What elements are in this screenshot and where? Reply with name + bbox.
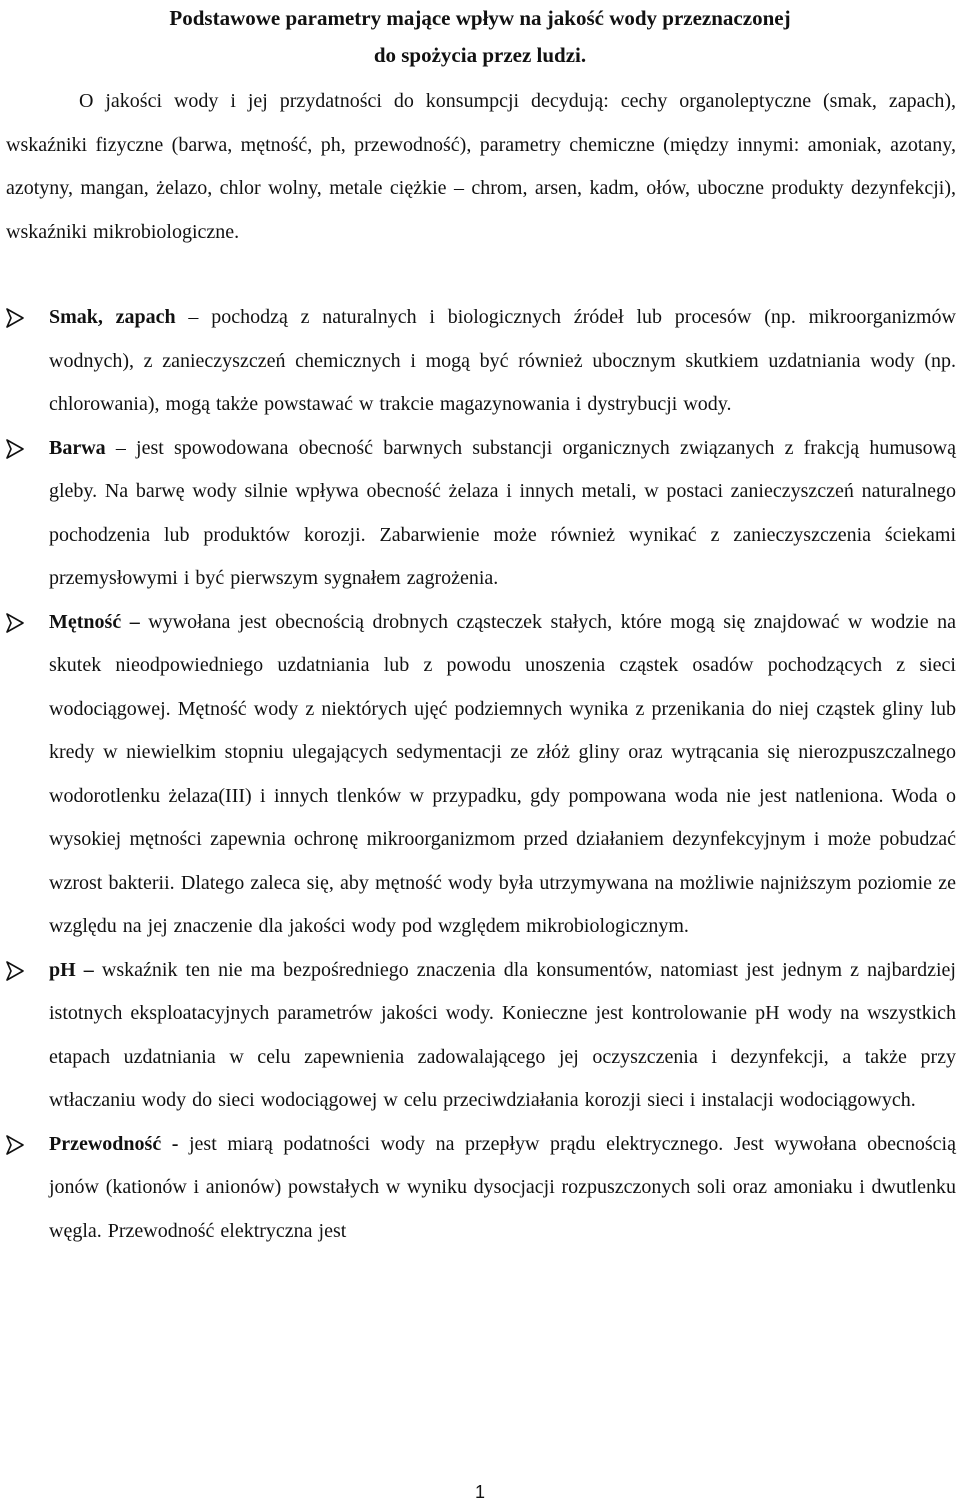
term-label: Smak, zapach [49, 306, 176, 328]
term-label: Mętność – [49, 610, 140, 633]
list-item-color [6, 427, 956, 601]
term-description: – jest spowodowana obecność barwnych substancji organicznych związanych z frakcją humusową gleby. Na barwę wody silnie wpływa obecność żelaza i innych metali, w postaci zanieczyszczeń naturalnego pochodzenia lub produktów korozji. Zabarwienie może również wynikać z zanieczyszczenia ściekami przemysłowymi i być pierwszym sygnałem zagrożenia. [49, 436, 956, 589]
term-description: – pochodzą z naturalnych i biologicznych źródeł lub procesów (np. mikroorganizmów wodnych), z zanieczyszczeń chemicznych i mogą być również ubocznym skutkiem uzdatniania wody (np. chlorowania), mogą także powstawać w trakcie magazynowania i dystrybucji wody. [49, 306, 957, 415]
arrowhead-bullet-icon [6, 961, 24, 981]
arrowhead-bullet-icon [6, 613, 24, 633]
list-item-conductivity [6, 1123, 956, 1254]
list-item-turbidity [6, 601, 956, 949]
page-number: 1 [474, 1482, 485, 1502]
list-item-ph [6, 949, 956, 1123]
term-description: wywołana jest obecnością drobnych cząsteczek stałych, które mogą się znajdować w wodzie na skutek nieodpowiedniego uzdatniania lub z powodu unoszenia cząstek osadów pochodzących z sieci wodociągowej. Mętność wody z niektórych ujęć podziemnych wynika z przenikania do niej cząstek gliny lub kredy w niewielkim stopniu ulegających sedymentacji ze złóż gliny oraz wytrącania się nierozpuszczalnego wodorotlenku żelaza(III) i innych tlenków w przypadku, gdy pompowana woda nie jest natleniona. Woda o wysokiej mętności zapewnia ochronę mikroorganizmom przed działaniem dezynfekcyjnym i może pobudzać wzrost bakterii. Dlatego zaleca się, aby mętność wody była utrzymywana na możliwie najniższym poziomie ze względu na jej znaczenie dla jakości wody pod względem mikrobiologicznym. [49, 610, 956, 937]
intro-paragraph: O jakości wody i jej przydatności do konsumpcji decydują: cechy organoleptyczne (smak, zapach), wskaźniki fizyczne (barwa, mętność, ph, przewodność), parametry chemiczne (między innymi: amoniak, azotany, azotyny, mangan, żelazo, chlor wolny, metale ciężkie – chrom, arsen, kadm, ołów, uboczne produkty dezynfekcji), wskaźniki mikrobiologiczne. [6, 90, 956, 243]
term-label: pH – [49, 958, 94, 981]
title-line-1: Podstawowe parametry mające wpływ na jakość wody przeznaczonej [169, 6, 791, 30]
list-item-taste-smell [6, 296, 956, 427]
term-label: Barwa [49, 436, 106, 459]
document-title [0, 0, 960, 74]
arrowhead-bullet-icon [6, 308, 24, 328]
term-description: jest miarą podatności wody na przepływ prądu elektrycznego. Jest wywołana obecnością jonów (kationów i anionów) powstałych w wyniku dysocjacji rozpuszczonych soli oraz amoniaku i dwutlenku węgla. Przewodność elektryczna jest [49, 1132, 956, 1242]
parameter-list [6, 296, 956, 1253]
title-line-2: do spożycia przez ludzi. [373, 43, 587, 67]
arrowhead-bullet-icon [6, 439, 24, 459]
term-description: wskaźnik ten nie ma bezpośredniego znaczenia dla konsumentów, natomiast jest jednym z najbardziej istotnych eksploatacyjnych parametrów jakości wody. Konieczne jest kontrolowanie pH wody na wszystkich etapach uzdatniania w celu zapewnienia zadowalającego jej oczyszczenia i dezynfekcji, a także przy wtłaczaniu wody do sieci wodociągowej w celu przeciwdziałania korozji sieci i instalacji wodociągowych. [49, 958, 956, 1111]
term-label: Przewodność - [49, 1132, 179, 1155]
arrowhead-bullet-icon [6, 1135, 24, 1155]
